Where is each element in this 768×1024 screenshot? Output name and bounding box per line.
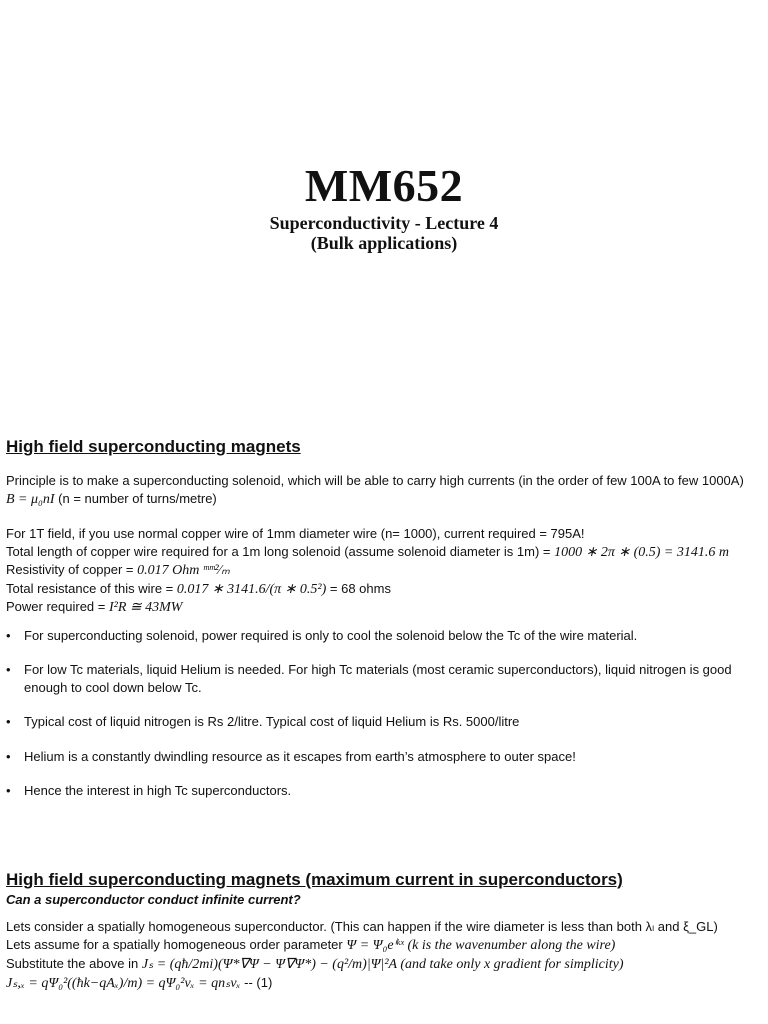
subtitle-line-1: Superconductivity - Lecture 4: [269, 213, 499, 233]
order-parameter-line: [6, 936, 764, 955]
bullet-text: Helium is a constantly dwindling resource as it escapes from earth’s atmosphere to outer space!: [24, 748, 576, 764]
bullet-item: [6, 627, 764, 645]
bullet-item: [6, 661, 764, 696]
section-heading: High field superconducting magnets: [6, 437, 301, 456]
magnets-slide: [6, 436, 764, 817]
section-heading: High field superconducting magnets (maximum current in superconductors): [6, 870, 623, 889]
subtitle-line-2: (Bulk applications): [310, 233, 458, 253]
resistance-text-a: Total resistance of this wire =: [6, 580, 177, 596]
length-math: 1000 ∗ 2π ∗ (0.5) = 3141.6 m: [554, 544, 729, 560]
equation-tag: -- (1): [240, 975, 273, 990]
question-text: Can a superconductor conduct infinite current?: [6, 892, 301, 907]
max-current-slide: [6, 869, 764, 993]
copper-field-text: For 1T field, if you use normal copper wire of 1mm diameter wire (n= 1000), current required = 795A!: [6, 526, 585, 541]
result-equation: Jₛ,ₓ = qΨ₀²((ħk−qAₓ)/m) = qΨ₀²vₓ = qnₛvₓ: [6, 976, 241, 991]
length-line: [6, 543, 764, 562]
resistivity-math: 0.017 Ohm ᵐᵐ²⁄ₘ: [137, 563, 230, 578]
resistivity-text: Resistivity of copper =: [6, 562, 138, 577]
resistance-math: 0.017 ∗ 3141.6/(π ∗ 0.5²): [176, 581, 327, 597]
result-line: [6, 974, 764, 993]
length-text: Total length of copper wire required for a 1m long solenoid (assume solenoid diameter is 1m) =: [6, 543, 555, 559]
substitute-line: [6, 955, 764, 974]
order-parameter-math: Ψ = Ψ₀eⁱᵏˣ (k is the wavenumber along the wire): [346, 938, 616, 953]
order-parameter-text: Lets assume for a spatially homogeneous order parameter: [6, 937, 347, 952]
homogeneous-text: Lets consider a spatially homogeneous superconductor. (This can happen if the wire diameter is less than both λₗ and ξ_GL): [6, 919, 718, 934]
bullet-text: For superconducting solenoid, power required is only to cool the solenoid below the Tc of the wire material.: [24, 627, 638, 643]
formula-note: (n = number of turns/metre): [54, 490, 217, 506]
principle-text: Principle is to make a superconducting solenoid, which will be able to carry high currents (in the order of few 100A to few 1000A): [6, 473, 744, 488]
resistance-line: [6, 580, 764, 599]
subtitle: [0, 213, 768, 253]
formula-b: B = μ₀nI: [6, 491, 55, 507]
substitute-text: Substitute the above in: [6, 956, 142, 971]
bullet-text: Hence the interest in high Tc superconductors.: [24, 783, 292, 798]
bullet-item: [6, 713, 764, 731]
bullet-item: [6, 782, 764, 800]
page-title: MM652: [304, 160, 464, 211]
formula-line: [6, 490, 764, 509]
power-math: I²R ≅ 43MW: [108, 600, 183, 615]
power-text: Power required =: [6, 599, 109, 614]
bullet-list: [6, 627, 764, 800]
bullet-text: For low Tc materials, liquid Helium is needed. For high Tc materials (most ceramic superconductors), liquid nitrogen is good enough to cool down below Tc.: [24, 662, 732, 695]
resistance-text-b: = 68 ohms: [326, 580, 391, 596]
resistivity-line: [6, 561, 764, 580]
bullet-item: [6, 748, 764, 766]
current-density-equation: Jₛ = (qħ/2mi)(Ψ*∇Ψ − Ψ∇Ψ*) − (q²/m)|Ψ|²A (and take only x gradient for simplicity): [141, 957, 624, 972]
power-line: [6, 598, 764, 617]
title-slide: [0, 0, 768, 410]
bullet-text: Typical cost of liquid nitrogen is Rs 2/litre. Typical cost of liquid Helium is Rs. 5000/litre: [24, 714, 520, 729]
